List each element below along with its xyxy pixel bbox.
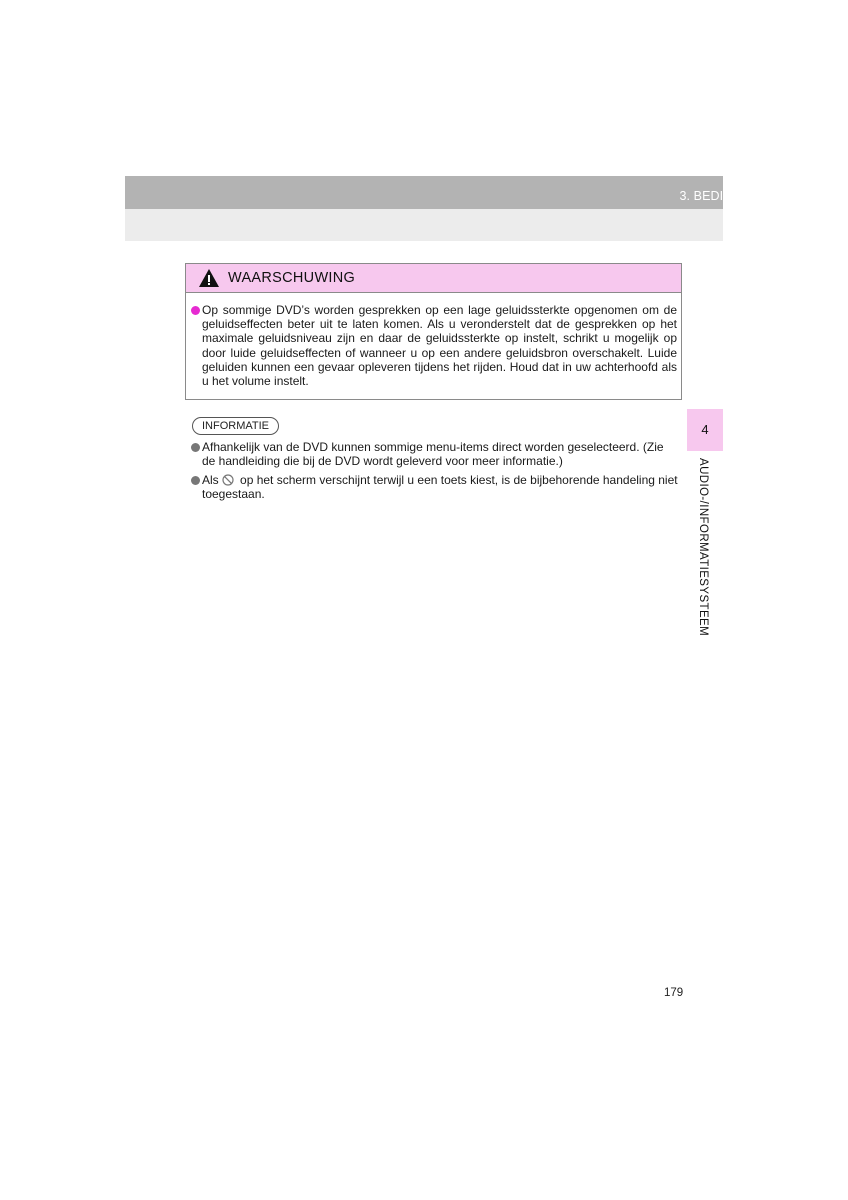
list-bullet: [191, 476, 200, 485]
information-item: [190, 473, 678, 501]
header-subbar: [125, 209, 723, 241]
warning-text: Op sommige DVD’s worden gesprekken op een lage geluidssterkte opgenomen om de geluidseffecten beter uit te laten komen. Als u veronderstelt dat de gesprekken op het maximale geluidsniveau zijn en daar de geluidssterkte op instelt, schrikt u mogelijk op door luide geluidseffecten of wanneer u op een andere geluidsbron overschakelt. Luide geluiden kunnen een gevaar opleveren tijdens het rijden. Houd dat in uw achterhoofd als u het volume instelt.: [202, 303, 677, 389]
section-title: 3. BEDIENING MEDIA: [679, 189, 807, 203]
warning-triangle-icon: [198, 268, 220, 288]
prohibited-icon: [222, 474, 234, 486]
warning-title: WAARSCHUWING: [228, 270, 356, 286]
warning-body: [186, 293, 681, 388]
warning-box: [185, 263, 682, 400]
chapter-title: AUDIO-/INFORMATIESYSTEEM: [697, 458, 709, 637]
information-item-text-after: op het scherm verschijnt terwijl u een toets kiest, is de bijbehorende handeling niet toegestaan.: [202, 473, 678, 502]
chapter-tab: [687, 409, 723, 451]
information-item: [190, 440, 678, 468]
warning-bullet: [191, 306, 200, 315]
list-bullet: [191, 443, 200, 452]
chapter-number: 4: [701, 422, 709, 437]
header-bar: [125, 176, 723, 209]
information-item-text: Afhankelijk van de DVD kunnen sommige menu-items direct worden geselecteerd. (Zie de handleiding die bij de DVD wordt geleverd voor meer informatie.): [202, 440, 664, 469]
page-number: 179: [664, 987, 684, 999]
information-item-text-before: Als: [202, 473, 219, 487]
information-label: INFORMATIE: [192, 417, 279, 435]
warning-header: [186, 264, 681, 293]
